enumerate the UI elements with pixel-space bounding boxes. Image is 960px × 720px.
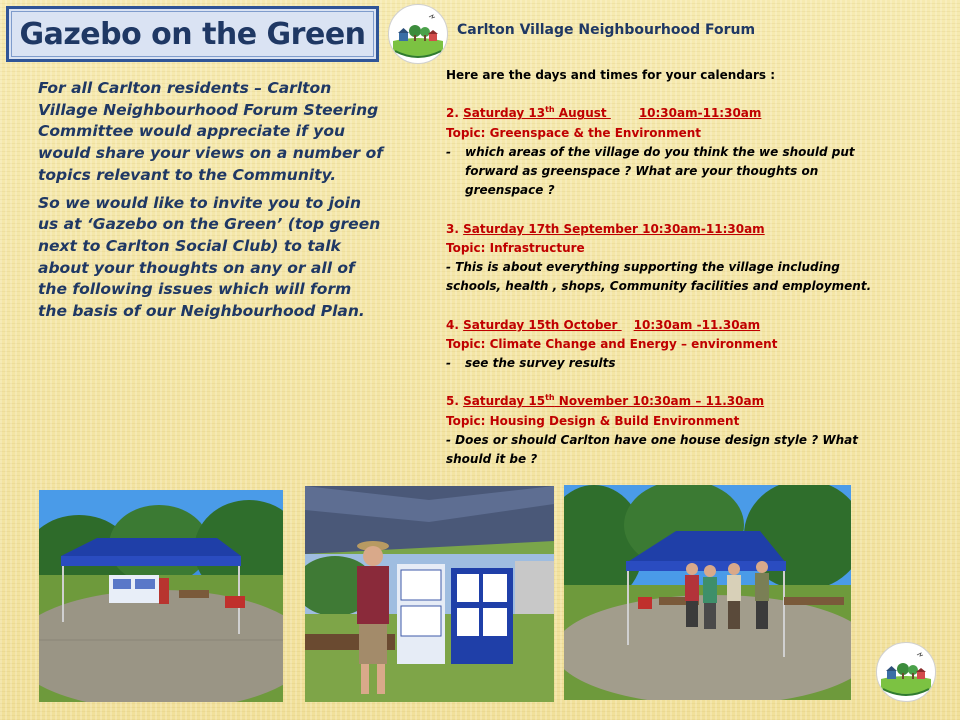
event-4-date: Saturday 15th October [463,317,622,332]
title-inner-border [11,11,374,57]
event-5-date-line [446,392,916,411]
intro-paragraph-1: For all Carlton residents – Carlton Village Neighbourhood Forum Steering Committee would appreciate if you would share your views on a number of topics relevant to the Community. [38,79,383,184]
event-2-description: - which areas of the village do you think the we should put forward as greenspace ? What are your thoughts on greenspace ? [446,144,855,198]
event-3-description: - This is about everything supporting the village including schools, health , shops, Community facilities and employment. [446,260,872,294]
event-3-date: Saturday 17th September 10:30am-11:30am [463,221,765,236]
intro-paragraph-2: So we would like to invite you to join us at ‘Gazebo on the Green’ (top green next to Carlton Social Club) to talk about your thoughts on any or all of the following issues which will form the basis of our Neighbourhood Plan. [38,193,381,321]
forum-name: Carlton Village Neighbourhood Forum [457,22,756,38]
event-2-date: Saturday 13th August [463,105,611,121]
event-2-date-line [446,104,916,123]
event-3-date-line [446,220,916,239]
forum-logo-icon [388,4,448,64]
intro-text [38,78,383,329]
event-5-date: Saturday 15th November 10:30am – 11.30am [463,393,765,409]
gazebo-photo-right [564,485,851,700]
gazebo-photo-left [39,490,283,702]
event-2-topic: Topic: Greenspace & the Environment [446,125,702,140]
event-4-topic: Topic: Climate Change and Energy – environment [446,336,778,351]
gazebo-photo-middle [305,486,554,702]
event-4-time: 10:30am -11.30am [633,317,761,332]
event-3-topic: Topic: Infrastructure [446,240,585,255]
event-5-number: 5. [446,394,459,409]
forum-logo-icon [876,642,936,702]
event-5-description: - Does or should Carlton have one house design style ? What should it be ? [446,432,859,466]
schedule [446,66,916,469]
event-3-number: 3. [446,221,459,236]
schedule-heading: Here are the days and times for your calendars : [446,68,776,82]
event-4-date-line [446,316,916,335]
page-title: Gazebo on the Green [19,16,366,52]
event-5-topic: Topic: Housing Design & Build Environment [446,413,740,428]
event-4-description: - see the survey results [446,356,616,370]
event-4-number: 4. [446,317,459,332]
event-2-number: 2. [446,106,459,121]
title-box [6,6,379,62]
event-2-time: 10:30am-11:30am [638,106,762,121]
